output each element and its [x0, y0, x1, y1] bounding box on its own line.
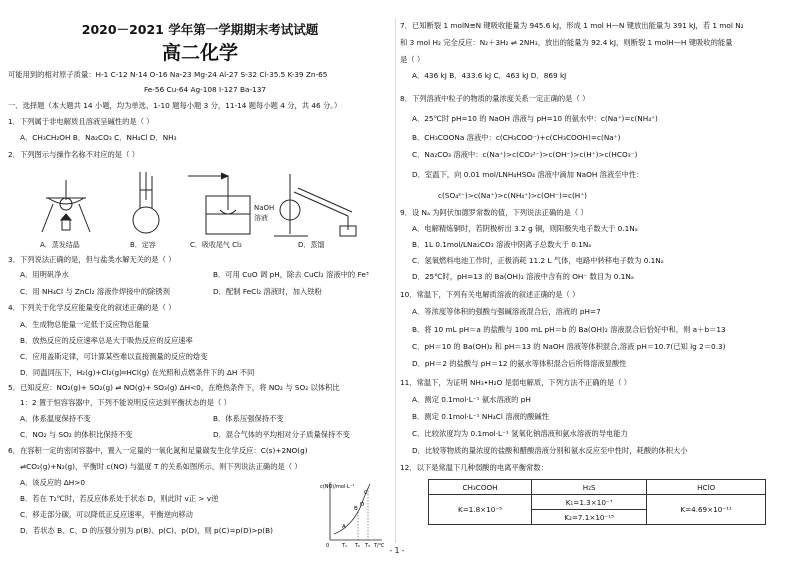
naoh-label-2: 溶液 — [254, 214, 268, 222]
q6-stem: 6．在容积一定的密闭容器中，置入一定量的一氧化氮和足量碳发生化学反应：C(s)+2NO(g) — [8, 446, 308, 455]
exam-title: 2020－2021 学年第一学期期末考试试题 — [81, 22, 319, 37]
q7-options: A．436 kJ B．433.6 kJ C．463 kJ D．869 kJ — [412, 71, 567, 80]
q6-option-b: B．若在 T₂℃时，若反应体系处于状态 D，则此时 v正 > v逆 — [20, 494, 219, 503]
q5-stem: 5．已知反应：NO₂(g)+ SO₂(g) ⇌ NO(g)+ SO₃(g) ΔH<0，在绝热条件下，将 NO₂ 与 SO₂ 以体积比 — [8, 383, 340, 392]
subject-title: 高二化学 — [161, 42, 238, 64]
q6-stem-2: ⇌CO₂(g)+N₂(g)，平衡时 c(NO) 与温度 T 的关系如图所示，则下列说法正确的是（ ） — [20, 462, 302, 471]
table-cell: K=1.8×10⁻⁵ — [429, 495, 532, 525]
table-row — [429, 495, 766, 510]
column-divider — [395, 18, 396, 543]
q8-option-c: C．Na₂CO₃ 溶液中：c(Na⁺)>c(CO₃²⁻)>c(OH⁻)>c(H⁺)>c(HCO₃⁻) — [412, 150, 638, 159]
q10-stem: 10．常温下，下列有关电解质溶液的叙述正确的是（ ） — [400, 290, 580, 299]
section-heading: 一、选择题（本大题共 14 小题，均为单选，1-10 题每小题 3 分，11-14 题每小题 4 分，共 46 分。） — [8, 101, 342, 110]
point-a-label: A — [342, 524, 346, 530]
tick-origin: 0 — [326, 543, 330, 548]
tick-t1: T₁ — [342, 543, 348, 548]
q8-option-a: A．25℃时 pH=10 的 NaOH 溶液与 pH=10 的氨水中：c(Na⁺)=c(NH₄⁺) — [412, 114, 658, 123]
left-column — [8, 0, 392, 561]
q7-stem-2: 和 3 mol H₂ 完全反应：N₂＋3H₂ ⇌ 2NH₃，放出的能量为 92.4 kJ，则断裂 1 molH—H 键吸收的能量 — [400, 38, 733, 47]
q4-option-c: C．应用盖斯定律，可计算某些难以直接测量的反应的焓变 — [20, 352, 208, 361]
q3-option-a: A．用明矾净水 — [20, 270, 69, 279]
naoh-label: NaOH — [254, 204, 275, 212]
tick-t3: T₃ — [365, 543, 371, 548]
q5-option-c: C．NO₂ 与 SO₂ 的体积比保持不变 — [20, 430, 133, 439]
table-header-cell: HClO — [647, 480, 766, 495]
q1-options: A．CH₃CH₂OH B．Na₂CO₃ C．NH₄Cl D．NH₃ — [20, 133, 177, 142]
fig-label-b: B．定容 — [130, 241, 156, 249]
fig-label-c: C．吸收尾气 Cl₂ — [190, 241, 242, 249]
q7-stem: 7．已知断裂 1 molN≡N 键吸收能量为 945.6 kJ，形成 1 mol H—N 键放出能量为 391 kJ，若 1 mol N₂ — [400, 21, 744, 30]
table-header-cell: H₂S — [532, 480, 647, 495]
q6-option-d: D．若状态 B、C、D 的压强分别为 p(B)、p(C)、p(D)，则 p(C)=p(D)>p(B) — [20, 526, 273, 535]
q9-option-c: C．氢氧燃料电池工作时，正极消耗 11.2 L 气体，电路中转移电子数为 0.1Nₐ — [412, 256, 664, 265]
q3-option-b: B．可用 CuO 调 pH，除去 CuCl₂ 溶液中的 Fe³ — [213, 270, 369, 279]
q11-option-d: D．比较等物质的量浓度的盐酸和醋酸溶液分别和氨水反应至中性时，耗酸的体积大小 — [412, 446, 688, 455]
tick-t2: T₂ — [355, 543, 361, 548]
fig-label-d: D．蒸馏 — [298, 241, 325, 249]
x-axis-label: T/℃ — [374, 543, 385, 548]
q8-option-b: B．CH₃COONa 溶液中：c(CH₃COO⁻)+c(CH₃COOH)=c(Na⁺) — [412, 133, 621, 142]
q4-option-b: B．放热反应的反应速率总是大于吸热反应的反应速率 — [20, 336, 193, 345]
ionization-constant-table — [428, 479, 766, 525]
q8-option-d-2: c(SO₄²⁻)>c(Na⁺)>c(NH₄⁺)>c(OH⁻)=c(H⁺) — [438, 191, 587, 200]
q7-stem-3: 是（ ） — [400, 55, 425, 64]
table-header-row — [429, 480, 766, 495]
q9-stem: 9．设 Nₐ 为阿伏加德罗常数的值，下列说法正确的是（ ） — [400, 208, 588, 217]
q11-option-a: A．测定 0.1mol·L⁻¹ 氨水溶液的 pH — [412, 395, 531, 404]
q3-option-c: C．用 NH₄Cl 与 ZnCl₂ 溶液作焊接中的除锈剂 — [20, 287, 170, 296]
q10-option-a: A．等浓度等体积的强酸与强碱溶液混合后，溶液的 pH=7 — [412, 307, 601, 316]
table-cell: K₁=1.3×10⁻⁷ — [532, 495, 647, 510]
evaporation-apparatus-icon — [42, 180, 90, 232]
atomic-masses-line1: 可能用到的相对原子质量：H-1 C-12 N-14 O-16 Na-23 Mg-24 Al-27 S-32 Cl-35.5 K-39 Zn-65 — [8, 70, 328, 79]
q5-stem-2: 1：2 置于恒容容器中，下列不能说明反应达到平衡状态的是（ ） — [20, 398, 231, 407]
q5-option-a: A．体系温度保持不变 — [20, 414, 91, 423]
point-b-label: B — [354, 506, 358, 512]
table-cell: K₂=7.1×10⁻¹⁵ — [532, 510, 647, 525]
q9-option-a: A．电解精炼铜时，若阴极析出 3.2 g 铜，则阳极失电子数大于 0.1Nₐ — [412, 224, 638, 233]
distillation-apparatus-icon — [274, 174, 356, 236]
q2-stem: 2．下列图示与操作名称不对应的是（ ） — [8, 150, 140, 159]
volumetric-flask-icon — [133, 172, 159, 233]
gas-absorption-apparatus-icon — [188, 173, 250, 234]
q2-apparatus-figures — [28, 170, 368, 248]
q12-stem: 12．以下是常温下几种弱酸的电离平衡常数： — [400, 463, 548, 472]
q6-option-c: C．移走部分碳，可以降低正反应速率，平衡逆向移动 — [20, 510, 193, 519]
table-cell: K=4.69×10⁻¹¹ — [647, 495, 766, 525]
q4-option-a: A．生成物总能量一定低于反应物总能量 — [20, 320, 150, 329]
q8-option-d: D．室温下，向 0.01 mol/LNH₄HSO₄ 溶液中滴加 NaOH 溶液至中性： — [412, 170, 644, 179]
q5-option-b: B．体系压强保持不变 — [213, 414, 284, 423]
q8-stem: 8．下列溶液中粒子的物质的量浓度关系一定正确的是（ ） — [400, 94, 590, 103]
q1-stem: 1．下列属于非电解质且溶液呈碱性的是（ ） — [8, 117, 154, 126]
q3-stem: 3．下列说法正确的是，但与盐类水解无关的是（ ） — [8, 255, 176, 264]
q10-option-b: B．将 10 mL pH＝a 的盐酸与 100 mL pH＝b 的 Ba(OH)₂ 溶液混合后恰好中和，则 a＋b＝13 — [412, 325, 726, 334]
q6-cno-temperature-graph — [320, 478, 386, 548]
fig-label-a: A．蒸发结晶 — [40, 241, 80, 249]
y-axis-label: c(NO)/mol·L⁻¹ — [320, 484, 355, 490]
q4-stem: 4．下列关于化学反应能量变化的叙述正确的是（ ） — [8, 303, 176, 312]
q11-option-c: C．比较浓度均为 0.1mol·L⁻¹ 氢氧化钠溶液和氨水溶液的导电能力 — [412, 429, 628, 438]
point-d-label: D — [360, 502, 365, 508]
table-header-cell: CH₃COOH — [429, 480, 532, 495]
q9-option-b: B．1L 0.1mol/LNa₂CO₃ 溶液中阴离子总数大于 0.1Nₐ — [412, 240, 592, 249]
point-c-label: C — [364, 490, 368, 496]
q4-option-d: D．同温同压下，H₂(g)+Cl₂(g)═HCl(g) 在光照和点燃条件下的 ΔH 不同 — [20, 368, 255, 377]
q9-option-d: D．25℃时，pH=13 的 Ba(OH)₂ 溶液中含有的 OH⁻ 数目为 0.1Nₐ — [412, 272, 634, 281]
q10-option-d: D．pH＝2 的盐酸与 pH＝12 的氨水等体积混合后所得溶液显酸性 — [412, 359, 627, 368]
q10-option-c: C．pH＝10 的 Ba(OH)₂ 和 pH＝13 的 NaOH 溶液等体积混合,溶液 pH＝10.7(已知 lg 2＝0.3) — [412, 342, 726, 351]
q11-option-b: B．测定 0.1mol·L⁻¹ NH₄Cl 溶液的酸碱性 — [412, 412, 549, 421]
q3-option-d: D．配制 FeCl₂ 溶液时，加入铁粉 — [213, 287, 322, 296]
page-number: - 1 - — [389, 546, 405, 555]
right-column — [400, 0, 788, 561]
q11-stem: 11．常温下，为证明 NH₃•H₂O 是弱电解质，下列方法不正确的是（ ） — [400, 378, 631, 387]
q6-option-a: A．该反应的 ΔH>0 — [20, 478, 86, 487]
q5-option-d: D．混合气体的平均相对分子质量保持不变 — [213, 430, 350, 439]
atomic-masses-line2: Fe-56 Cu-64 Ag-108 I-127 Ba-137 — [144, 85, 267, 94]
